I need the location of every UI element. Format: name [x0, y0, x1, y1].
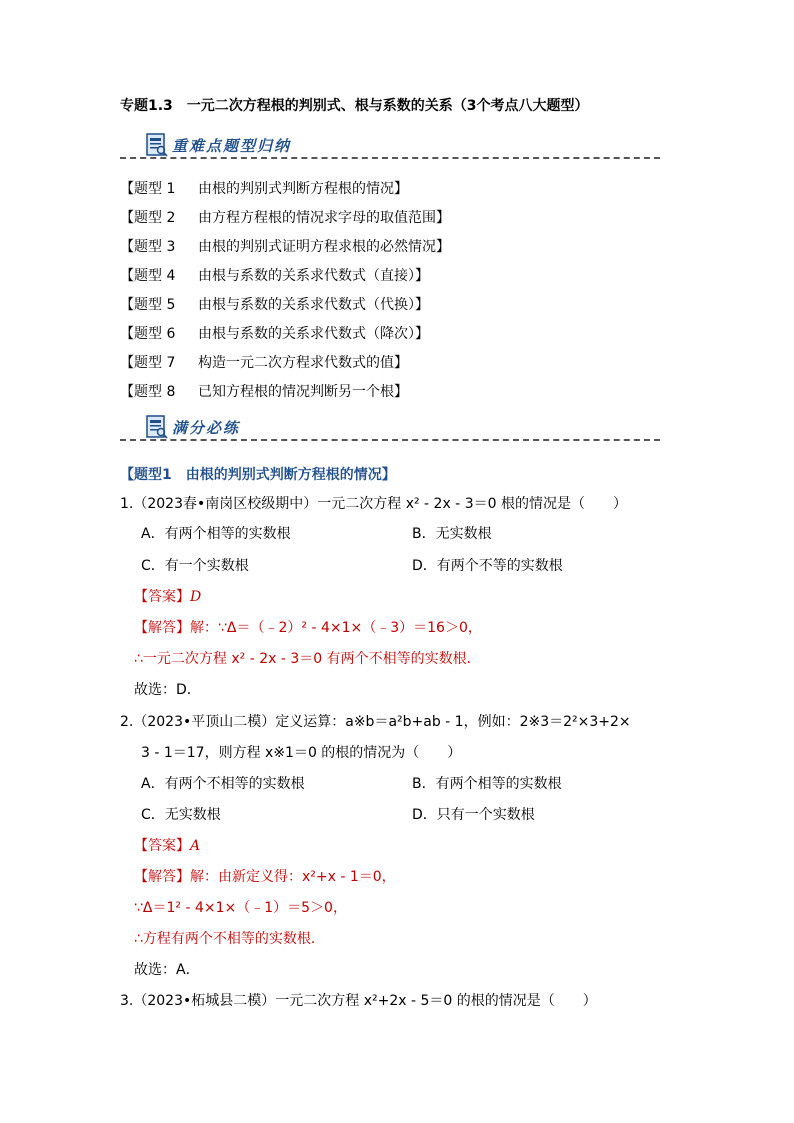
topic-item: 【题型 4 由根与系数的关系求代数式（直接）】 — [120, 268, 429, 284]
topic-list — [120, 180, 450, 412]
solution-text: 解：∵Δ＝（﹣2）² - 4×1×（﹣3）＝16＞0， — [190, 620, 482, 636]
question-2-stem-2: 3 - 1＝17，则方程 x※1＝0 的根的情况为（ ） — [141, 745, 462, 761]
solution-line-2: ∴一元二次方程 x² - 2x - 3＝0 有两个不相等的实数根． — [134, 651, 481, 667]
answer-line — [134, 835, 200, 855]
answer-label: 【答案】 — [134, 838, 190, 854]
choose-line: 故选：D． — [134, 682, 201, 698]
solution-line-2: ∵Δ＝1² - 4×1×（﹣1）＝5＞0， — [134, 900, 347, 916]
topic-item: 【题型 7 构造一元二次方程求代数式的值】 — [120, 355, 408, 371]
document-icon — [146, 415, 168, 439]
dashed-divider — [120, 157, 660, 159]
question-1-stem: 1.（2023春•南岗区校级期中）一元二次方程 x² - 2x - 3＝0 根的情况是（ ） — [120, 496, 627, 512]
option-b: B．有两个相等的实数根 — [412, 776, 562, 792]
answer-value: D — [190, 589, 202, 605]
option-c: C．无实数根 — [141, 807, 221, 823]
topic-item: 【题型 8 已知方程根的情况判断另一个根】 — [120, 384, 408, 400]
topic-item: 【题型 2 由方程方程根的情况求字母的取值范围】 — [120, 210, 450, 226]
solution-label: 【解答】 — [134, 869, 190, 885]
answer-value: A — [190, 838, 201, 854]
answer-line — [134, 586, 201, 606]
topic-item: 【题型 3 由根的判别式证明方程求根的必然情况】 — [120, 239, 450, 255]
type-heading: 【题型1 由根的判别式判断方程根的情况】 — [120, 467, 396, 483]
section-header-practice — [120, 415, 660, 445]
solution-line — [134, 617, 482, 637]
option-d: D．有两个不等的实数根 — [412, 558, 563, 574]
solution-label: 【解答】 — [134, 620, 190, 636]
option-c: C．有一个实数根 — [141, 558, 249, 574]
choose-line: 故选：A． — [134, 962, 200, 978]
answer-label: 【答案】 — [134, 589, 190, 605]
question-3-stem: 3.（2023•柘城县二模）一元二次方程 x²+2x - 5＝0 的根的情况是（ ） — [120, 993, 597, 1009]
page-title: 专题1.3 一元二次方程根的判别式、根与系数的关系（3个考点八大题型） — [120, 98, 589, 114]
topic-item: 【题型 1 由根的判别式判断方程根的情况】 — [120, 181, 408, 197]
solution-line — [134, 866, 396, 886]
section-title: 重难点题型归纳 — [172, 137, 292, 155]
document-icon — [146, 133, 168, 157]
topic-item: 【题型 6 由根与系数的关系求代数式（降次）】 — [120, 326, 429, 342]
topic-item: 【题型 5 由根与系数的关系求代数式（代换）】 — [120, 297, 429, 313]
section-header-key-types — [120, 133, 660, 163]
question-2-stem-1: 2.（2023•平顶山二模）定义运算：a※b＝a²b+ab - 1，例如：2※3＝2²×3+2× — [120, 714, 631, 730]
solution-line-3: ∴方程有两个不相等的实数根． — [134, 931, 325, 947]
dashed-divider — [120, 439, 660, 441]
option-a: A．有两个不相等的实数根 — [141, 776, 305, 792]
section-title: 满分必练 — [172, 419, 241, 437]
option-d: D．只有一个实数根 — [412, 807, 535, 823]
solution-text: 解：由新定义得：x²+x - 1＝0， — [190, 869, 396, 885]
option-b: B．无实数根 — [412, 526, 492, 542]
option-a: A．有两个相等的实数根 — [141, 526, 291, 542]
